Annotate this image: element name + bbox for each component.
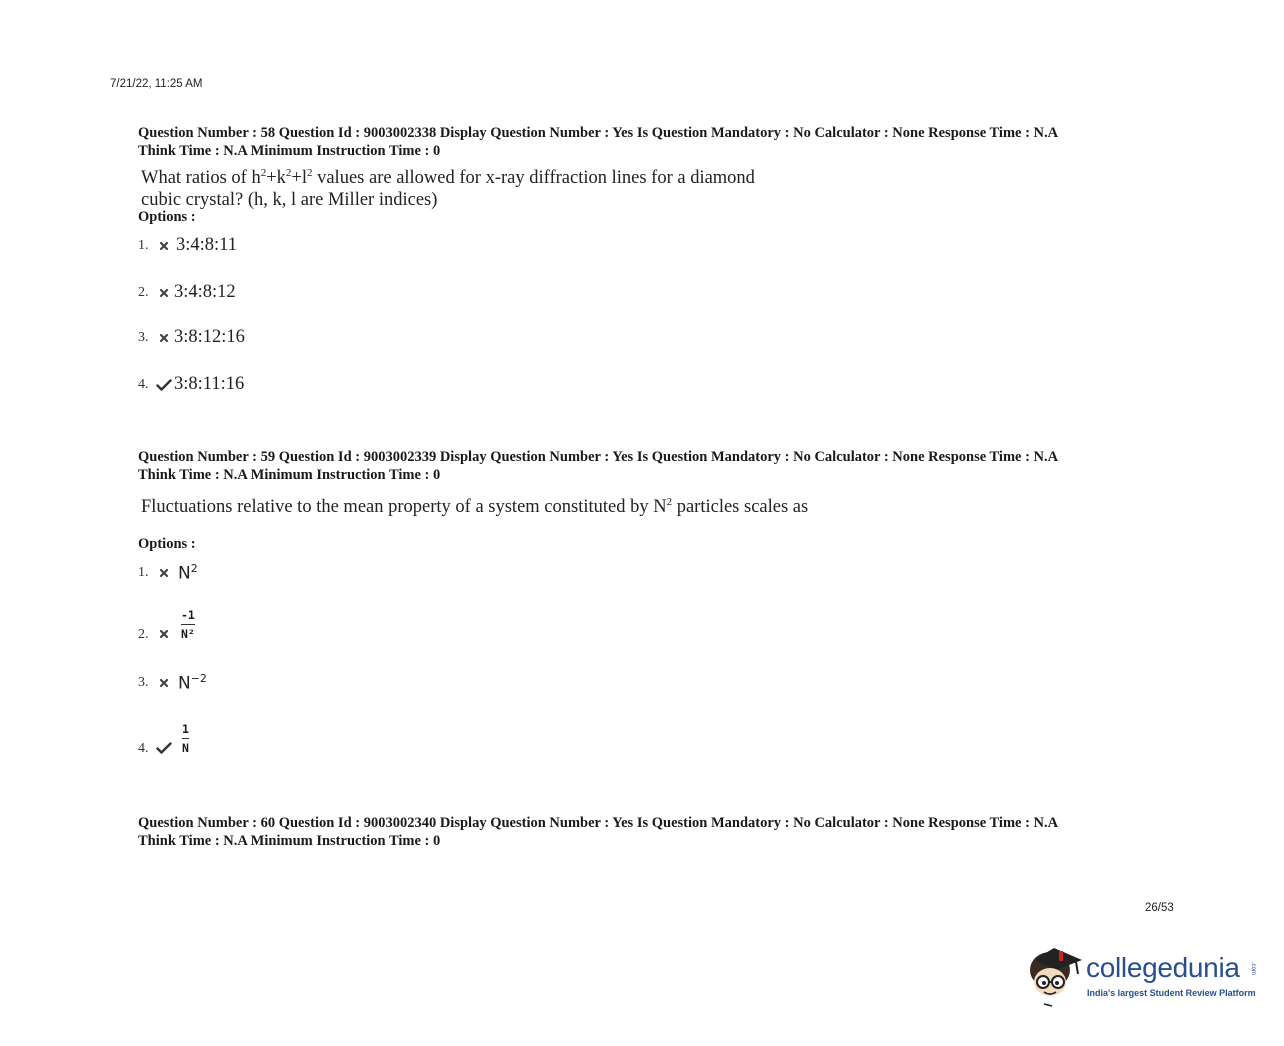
option-number: 4. [138, 376, 149, 392]
option-item [138, 672, 207, 694]
option-number: 3. [138, 674, 149, 690]
question-text-line: What ratios of $h^2+k^2+l^2$ values are allowed for x-ray diffraction lines for a diamond [141, 167, 755, 189]
collegedunia-logo [1024, 938, 1260, 1010]
question-58-text [141, 162, 755, 211]
option-item [138, 374, 244, 395]
option-item [138, 562, 198, 584]
brand-tagline: India's largest Student Review Platform [1087, 988, 1256, 998]
option-fraction [181, 608, 195, 641]
question-text-line: cubic crystal? (h, k, l are Miller indices) [141, 190, 438, 211]
brand-name: collegedunia [1086, 952, 1240, 983]
fraction-denominator: N² [181, 627, 195, 641]
print-timestamp: 7/21/22, 11:25 AM [110, 78, 203, 90]
cross-icon [156, 241, 172, 251]
option-number: 4. [138, 741, 149, 756]
option-math: $N^2$ [178, 562, 198, 584]
question-59-meta [138, 448, 1058, 484]
fraction-numerator: -1 [181, 608, 195, 622]
question-59-text: Fluctuations relative to the mean property of a system constituted by $N^2$ particles scales as [141, 496, 809, 518]
question-meta-line: Think Time : N.A Minimum Instruction Time : 0 [138, 467, 441, 483]
fraction-bar [181, 624, 195, 625]
option-number: 3. [138, 329, 149, 345]
cross-icon [156, 288, 172, 298]
option-item [138, 327, 245, 348]
option-text: 3:4:8:12 [174, 282, 236, 302]
option-number: 1. [138, 237, 149, 253]
question-meta-line: Question Number : 58 Question Id : 9003002338 Display Question Number : Yes Is Question Mandatory : No Calculator : None Response Time : N.A [138, 125, 1059, 141]
option-item [138, 608, 195, 641]
option-text: 3:8:12:16 [174, 327, 245, 347]
option-text: 3:8:11:16 [174, 374, 245, 394]
brand-suffix: .com [1250, 962, 1256, 976]
cross-icon [156, 629, 172, 639]
options-label: Options : [138, 209, 196, 225]
option-number: 2. [138, 284, 149, 300]
option-number: 2. [138, 627, 149, 642]
question-meta-line: Think Time : N.A Minimum Instruction Time : 0 [138, 143, 441, 159]
option-number: 1. [138, 564, 149, 580]
option-item [138, 235, 237, 256]
question-meta-line: Question Number : 59 Question Id : 9003002339 Display Question Number : Yes Is Question Mandatory : No Calculator : None Response Time : N.A [138, 449, 1059, 465]
options-label: Options : [138, 536, 196, 552]
option-math: $N^{-2}$ [178, 672, 207, 694]
option-fraction [182, 722, 189, 755]
question-60-meta [138, 814, 1058, 850]
option-text: 3:4:8:11 [176, 235, 237, 255]
page-number: 26/53 [1145, 902, 1174, 914]
cross-icon [156, 678, 172, 688]
cross-icon [156, 568, 172, 578]
fraction-denominator: N [182, 741, 189, 755]
check-icon [156, 379, 172, 391]
mascot-icon [1024, 938, 1088, 1010]
option-item [138, 282, 236, 303]
question-meta-line: Question Number : 60 Question Id : 9003002340 Display Question Number : Yes Is Question Mandatory : No Calculator : None Response Time : N.A [138, 815, 1059, 831]
question-58-meta [138, 124, 1058, 160]
check-icon [156, 742, 172, 754]
question-meta-line: Think Time : N.A Minimum Instruction Time : 0 [138, 833, 441, 849]
option-item [138, 722, 189, 755]
cross-icon [156, 333, 172, 343]
fraction-bar [182, 738, 189, 739]
fraction-numerator: 1 [182, 722, 189, 736]
